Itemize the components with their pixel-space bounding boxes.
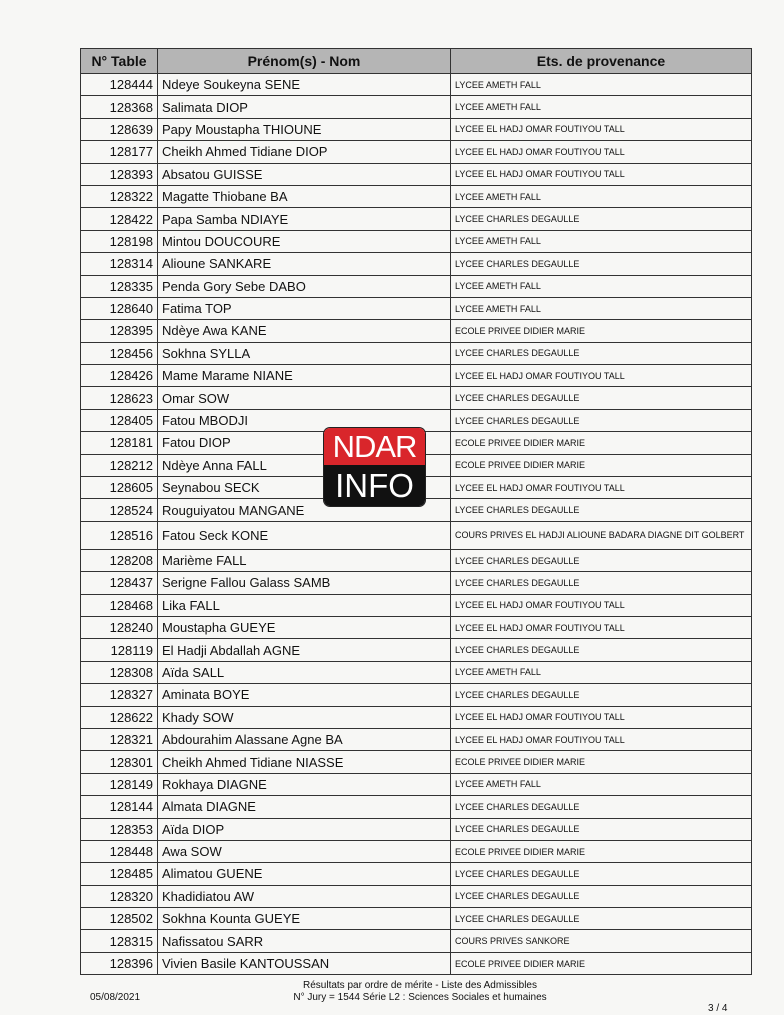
table-number-cell: 128444	[81, 74, 158, 96]
school-cell: LYCEE AMETH FALL	[451, 230, 752, 252]
school-cell: LYCEE AMETH FALL	[451, 275, 752, 297]
school-cell: LYCEE CHARLES DEGAULLE	[451, 342, 752, 364]
candidate-name-cell: Ndèye Awa KANE	[158, 320, 451, 342]
candidate-name-cell: Mintou DOUCOURE	[158, 230, 451, 252]
school-cell: COURS PRIVES EL HADJI ALIOUNE BADARA DIAGNE DIT GOLBERT	[451, 521, 752, 549]
school-cell: LYCEE EL HADJ OMAR FOUTIYOU TALL	[451, 141, 752, 163]
candidate-name-cell: Vivien Basile KANTOUSSAN	[158, 952, 451, 974]
school-cell: LYCEE CHARLES DEGAULLE	[451, 796, 752, 818]
footer-jury: N° Jury = 1544 Série L2 : Sciences Sociales et humaines	[293, 992, 547, 1003]
table-number-cell: 128181	[81, 432, 158, 454]
table-number-cell: 128314	[81, 253, 158, 275]
ndar-info-logo	[324, 428, 425, 506]
candidate-name-cell: Magatte Thiobane BA	[158, 185, 451, 207]
candidate-name-cell: Rouguiyatou MANGANE	[158, 499, 451, 521]
school-cell: LYCEE CHARLES DEGAULLE	[451, 684, 752, 706]
table-number-cell: 128353	[81, 818, 158, 840]
candidate-name-cell: El Hadji Abdallah AGNE	[158, 639, 451, 661]
school-cell: LYCEE AMETH FALL	[451, 96, 752, 118]
school-cell: LYCEE EL HADJ OMAR FOUTIYOU TALL	[451, 477, 752, 499]
table-number-cell: 128301	[81, 751, 158, 773]
school-cell: LYCEE EL HADJ OMAR FOUTIYOU TALL	[451, 163, 752, 185]
results-table	[80, 48, 752, 975]
school-cell: LYCEE CHARLES DEGAULLE	[451, 387, 752, 409]
school-cell: LYCEE AMETH FALL	[451, 297, 752, 319]
table-number-cell: 128315	[81, 930, 158, 952]
candidate-name-cell: Khady SOW	[158, 706, 451, 728]
table-number-cell: 128240	[81, 616, 158, 638]
table-row	[81, 163, 752, 185]
table-number-cell: 128456	[81, 342, 158, 364]
table-number-cell: 128485	[81, 863, 158, 885]
candidate-name-cell: Omar SOW	[158, 387, 451, 409]
table-number-cell: 128422	[81, 208, 158, 230]
school-cell: LYCEE CHARLES DEGAULLE	[451, 208, 752, 230]
candidate-name-cell: Alimatou GUENE	[158, 863, 451, 885]
table-row	[81, 908, 752, 930]
header-name: Prénom(s) - Nom	[158, 49, 451, 74]
school-cell: LYCEE CHARLES DEGAULLE	[451, 863, 752, 885]
candidate-name-cell: Cheikh Ahmed Tidiane DIOP	[158, 141, 451, 163]
candidate-name-cell: Penda Gory Sebe DABO	[158, 275, 451, 297]
table-number-cell: 128524	[81, 499, 158, 521]
candidate-name-cell: Nafissatou SARR	[158, 930, 451, 952]
table-number-cell: 128308	[81, 661, 158, 683]
footer-center	[240, 980, 600, 1004]
school-cell: LYCEE EL HADJ OMAR FOUTIYOU TALL	[451, 616, 752, 638]
candidate-name-cell: Almata DIAGNE	[158, 796, 451, 818]
table-row	[81, 141, 752, 163]
header-school: Ets. de provenance	[451, 49, 752, 74]
table-row	[81, 521, 752, 549]
table-number-cell: 128437	[81, 572, 158, 594]
school-cell: LYCEE EL HADJ OMAR FOUTIYOU TALL	[451, 365, 752, 387]
school-cell: LYCEE EL HADJ OMAR FOUTIYOU TALL	[451, 594, 752, 616]
candidate-name-cell: Awa SOW	[158, 840, 451, 862]
header-row	[81, 49, 752, 74]
table-row	[81, 863, 752, 885]
school-cell: ECOLE PRIVEE DIDIER MARIE	[451, 840, 752, 862]
page-number: 3 / 4	[708, 1003, 728, 1014]
table-number-cell: 128198	[81, 230, 158, 252]
table-row	[81, 616, 752, 638]
table-number-cell: 128208	[81, 549, 158, 571]
candidate-name-cell: Marième FALL	[158, 549, 451, 571]
logo-bottom-text: INFO	[324, 465, 425, 506]
candidate-name-cell: Abdourahim Alassane Agne BA	[158, 728, 451, 750]
candidate-name-cell: Seynabou SECK	[158, 477, 451, 499]
table-number-cell: 128640	[81, 297, 158, 319]
candidate-name-cell: Fatima TOP	[158, 297, 451, 319]
candidate-name-cell: Fatou Seck KONE	[158, 521, 451, 549]
table-row	[81, 639, 752, 661]
school-cell: ECOLE PRIVEE DIDIER MARIE	[451, 454, 752, 476]
table-number-cell: 128468	[81, 594, 158, 616]
table-number-cell: 128320	[81, 885, 158, 907]
table-number-cell: 128623	[81, 387, 158, 409]
school-cell: LYCEE CHARLES DEGAULLE	[451, 908, 752, 930]
table-number-cell: 128321	[81, 728, 158, 750]
school-cell: COURS PRIVES SANKORE	[451, 930, 752, 952]
table-number-cell: 128405	[81, 409, 158, 431]
school-cell: LYCEE EL HADJ OMAR FOUTIYOU TALL	[451, 706, 752, 728]
candidate-name-cell: Serigne Fallou Galass SAMB	[158, 572, 451, 594]
school-cell: LYCEE AMETH FALL	[451, 773, 752, 795]
candidate-name-cell: Fatou DIOP	[158, 432, 451, 454]
candidate-name-cell: Salimata DIOP	[158, 96, 451, 118]
table-number-cell: 128448	[81, 840, 158, 862]
candidate-name-cell: Aminata BOYE	[158, 684, 451, 706]
candidate-name-cell: Papa Samba NDIAYE	[158, 208, 451, 230]
table-number-cell: 128327	[81, 684, 158, 706]
school-cell: LYCEE CHARLES DEGAULLE	[451, 549, 752, 571]
table-row	[81, 96, 752, 118]
school-cell: LYCEE CHARLES DEGAULLE	[451, 639, 752, 661]
school-cell: LYCEE EL HADJ OMAR FOUTIYOU TALL	[451, 118, 752, 140]
table-number-cell: 128639	[81, 118, 158, 140]
table-row	[81, 297, 752, 319]
school-cell: LYCEE AMETH FALL	[451, 185, 752, 207]
table-number-cell: 128426	[81, 365, 158, 387]
table-row	[81, 230, 752, 252]
table-number-cell: 128622	[81, 706, 158, 728]
table-number-cell: 128149	[81, 773, 158, 795]
table-row	[81, 751, 752, 773]
table-row	[81, 818, 752, 840]
candidate-name-cell: Fatou MBODJI	[158, 409, 451, 431]
table-row	[81, 885, 752, 907]
school-cell: LYCEE CHARLES DEGAULLE	[451, 818, 752, 840]
table-number-cell: 128395	[81, 320, 158, 342]
school-cell: LYCEE CHARLES DEGAULLE	[451, 499, 752, 521]
table-row	[81, 253, 752, 275]
candidate-name-cell: Aïda SALL	[158, 661, 451, 683]
candidate-name-cell: Alioune SANKARE	[158, 253, 451, 275]
school-cell: ECOLE PRIVEE DIDIER MARIE	[451, 432, 752, 454]
table-row	[81, 661, 752, 683]
candidate-name-cell: Cheikh Ahmed Tidiane NIASSE	[158, 751, 451, 773]
table-number-cell: 128516	[81, 521, 158, 549]
table-row	[81, 706, 752, 728]
table-number-cell: 128144	[81, 796, 158, 818]
table-row	[81, 549, 752, 571]
school-cell: LYCEE CHARLES DEGAULLE	[451, 572, 752, 594]
table-number-cell: 128177	[81, 141, 158, 163]
table-number-cell: 128212	[81, 454, 158, 476]
candidate-name-cell: Moustapha GUEYE	[158, 616, 451, 638]
footer-date: 05/08/2021	[90, 992, 141, 1003]
table-row	[81, 684, 752, 706]
table-number-cell: 128368	[81, 96, 158, 118]
table-row	[81, 594, 752, 616]
table-row	[81, 342, 752, 364]
candidate-name-cell: Mame Marame NIANE	[158, 365, 451, 387]
candidate-name-cell: Papy Moustapha THIOUNE	[158, 118, 451, 140]
candidate-name-cell: Aïda DIOP	[158, 818, 451, 840]
table-number-cell: 128502	[81, 908, 158, 930]
table-row	[81, 728, 752, 750]
table-header	[81, 49, 752, 74]
footer-title: Résultats par ordre de mérite - Liste des Admissibles	[303, 980, 537, 991]
table-row	[81, 773, 752, 795]
table-row	[81, 796, 752, 818]
candidate-name-cell: Absatou GUISSE	[158, 163, 451, 185]
logo-top-text: NDAR	[324, 428, 425, 465]
table-row	[81, 387, 752, 409]
school-cell: LYCEE CHARLES DEGAULLE	[451, 409, 752, 431]
school-cell: LYCEE AMETH FALL	[451, 74, 752, 96]
table-row	[81, 320, 752, 342]
school-cell: ECOLE PRIVEE DIDIER MARIE	[451, 952, 752, 974]
table-row	[81, 74, 752, 96]
table-row	[81, 185, 752, 207]
candidate-name-cell: Lika FALL	[158, 594, 451, 616]
school-cell: ECOLE PRIVEE DIDIER MARIE	[451, 320, 752, 342]
school-cell: LYCEE AMETH FALL	[451, 661, 752, 683]
table-number-cell: 128605	[81, 477, 158, 499]
table-row	[81, 365, 752, 387]
table-row	[81, 208, 752, 230]
school-cell: LYCEE CHARLES DEGAULLE	[451, 885, 752, 907]
school-cell: LYCEE CHARLES DEGAULLE	[451, 253, 752, 275]
table-row	[81, 930, 752, 952]
candidate-name-cell: Khadidiatou AW	[158, 885, 451, 907]
table-number-cell: 128335	[81, 275, 158, 297]
school-cell: ECOLE PRIVEE DIDIER MARIE	[451, 751, 752, 773]
school-cell: LYCEE EL HADJ OMAR FOUTIYOU TALL	[451, 728, 752, 750]
table-number-cell: 128119	[81, 639, 158, 661]
candidate-name-cell: Rokhaya DIAGNE	[158, 773, 451, 795]
candidate-name-cell: Sokhna SYLLA	[158, 342, 451, 364]
table-row	[81, 275, 752, 297]
table-body	[81, 74, 752, 975]
table-row	[81, 572, 752, 594]
table-number-cell: 128396	[81, 952, 158, 974]
table-number-cell: 128322	[81, 185, 158, 207]
table-row	[81, 952, 752, 974]
table-number-cell: 128393	[81, 163, 158, 185]
table-row	[81, 118, 752, 140]
table-row	[81, 840, 752, 862]
candidate-name-cell: Ndeye Soukeyna SENE	[158, 74, 451, 96]
header-table-number: N° Table	[81, 49, 158, 74]
candidate-name-cell: Sokhna Kounta GUEYE	[158, 908, 451, 930]
candidate-name-cell: Ndèye Anna FALL	[158, 454, 451, 476]
